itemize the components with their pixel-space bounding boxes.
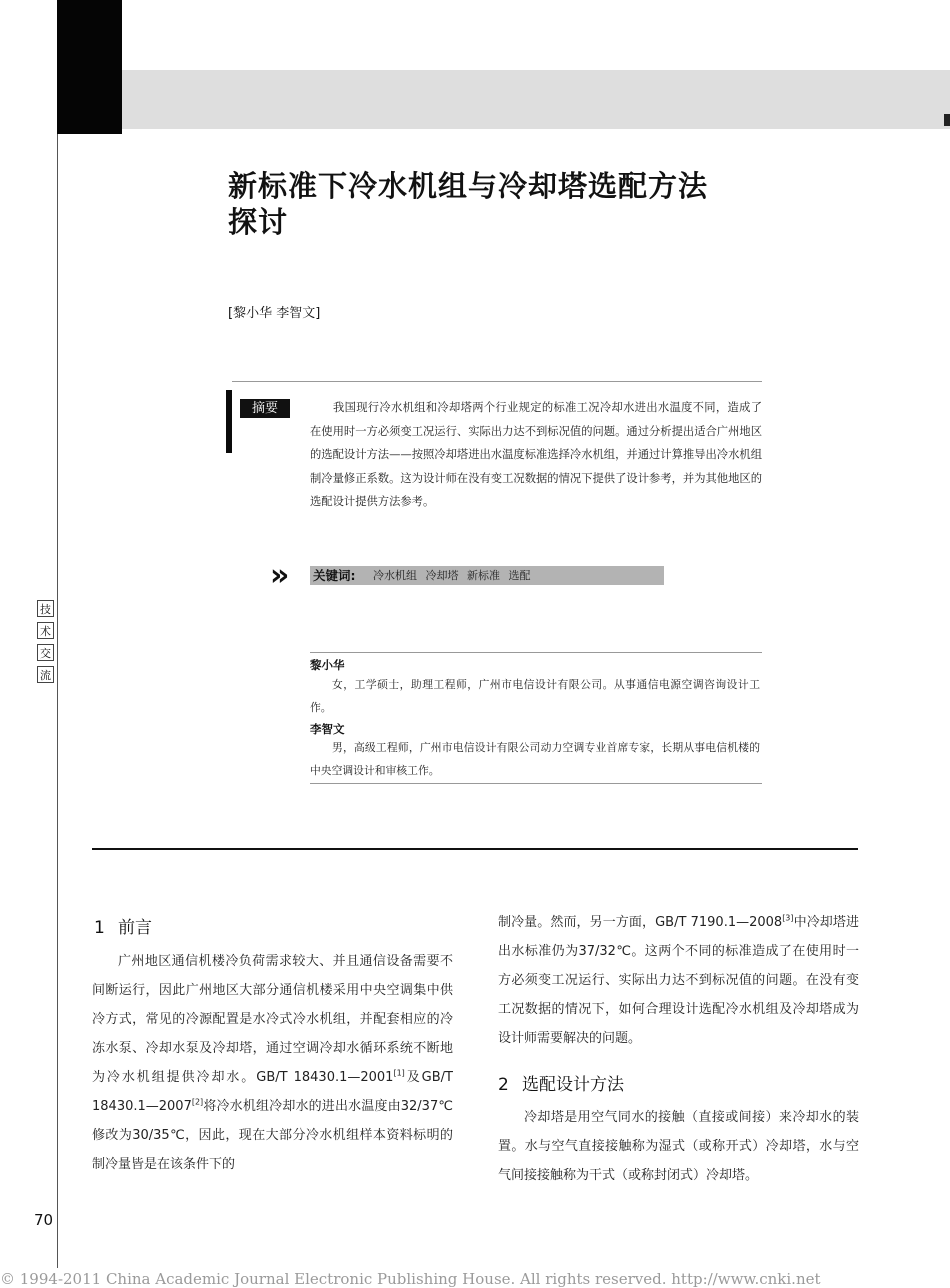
abstract-text: 我国现行冷水机组和冷却塔两个行业规定的标准工况冷却水进出水温度不同，造成了在使用时一方必须变工况运行、实际出力达不到标况值的问题。通过分析提出适合广州地区的选配设计方法——按照冷却塔进出水温度标准选择冷水机组，并通过计算推导出冷水机组制冷量修正系数。这为设计师在没有变工况数据的情况下提供了设计参考，并为其他地区的选配设计提供方法参考。 — [310, 401, 762, 508]
section-2-title: 选配设计方法 — [522, 1075, 624, 1095]
ref-1: [1] — [393, 1068, 405, 1078]
section-2-heading — [498, 1070, 624, 1095]
bio-text-2: 男，高级工程师，广州市电信设计有限公司动力空调专业首席专家，长期从事电信机楼的中央空调设计和审核工作。 — [310, 741, 760, 777]
keywords-chevron-icon: » — [270, 558, 290, 593]
col2-body — [498, 908, 859, 1053]
ref-2: [2] — [191, 1097, 204, 1107]
section-1-heading — [94, 913, 152, 938]
header-black-block — [57, 0, 122, 134]
left-margin-line — [57, 134, 58, 1268]
section-1-title: 前言 — [118, 918, 152, 938]
page-number: 70 — [34, 1211, 54, 1229]
section-2-body — [498, 1103, 859, 1190]
ref-3: [3] — [782, 913, 794, 923]
abstract-top-rule — [232, 381, 762, 382]
title-line-1: 新标准下冷水机组与冷却塔选配方法 — [228, 169, 709, 203]
title-line-2: 探讨 — [228, 205, 289, 239]
side-tab-char-3: 交 — [37, 644, 54, 661]
col2-paragraph: 制冷量。然而，另一方面，GB/T 7190.1—2008[3]中冷却塔进出水标准仍为37/32℃。这两个不同的标准造成了在使用时一方必须变工况运行、实际出力达不到标况值的问题。在没有变工况数据的情况下，如何合理设计选配冷水机组及冷却塔成为设计师需要解决的问题。 — [498, 913, 859, 1046]
keywords-text: 冷水机组 冷却塔 新标准 选配 — [373, 569, 531, 582]
section-2-paragraph: 冷却塔是用空气同水的接触（直接或间接）来冷却水的装置。水与空气直接接触称为湿式（或称开式）冷却塔，水与空气间接接触称为干式（或称封闭式）冷却塔。 — [498, 1110, 859, 1183]
abstract-label: 摘要 — [240, 399, 290, 418]
copyright-footer: © 1994-2011 China Academic Journal Electronic Publishing House. All rights reserved. http://www.cnki.net — [0, 1270, 821, 1288]
section-1-paragraph: 广州地区通信机楼冷负荷需求较大、并且通信设备需要不间断运行，因此广州地区大部分通信机楼采用中央空调集中供冷方式，常见的冷源配置是水冷式冷水机组，并配套相应的冷冻水泵、冷却水泵及冷却塔，通过空调冷却水循环系统不断地为冷水机组提供冷却水。GB/T 18430.1—2001[1]及GB/T 18430.1—2007[2]将冷水机组冷却水的进出水温度由32/37℃修改为30/35℃，因此，现在大部分冷水机组样本资料标明的制冷量皆是在该条件下的 — [92, 954, 453, 1172]
article-title — [228, 168, 788, 240]
header-gray-band — [122, 70, 950, 129]
section-divider — [92, 848, 858, 850]
bio-name-2: 李智文 — [310, 722, 345, 736]
abstract-side-bar — [226, 390, 232, 453]
bio-name-1: 黎小华 — [310, 658, 345, 672]
section-2-number: 2 — [498, 1075, 509, 1095]
side-tab-char-1: 技 — [37, 600, 54, 617]
bio-bottom-rule — [310, 783, 762, 784]
authors: [黎小华 李智文] — [228, 306, 321, 321]
bio-text-1: 女，工学硕士，助理工程师，广州市电信设计有限公司。从事通信电源空调咨询设计工作。 — [310, 678, 760, 714]
section-1-number: 1 — [94, 918, 105, 938]
keywords-label: 关键词: — [313, 568, 356, 583]
side-tab-char-4: 流 — [37, 666, 54, 683]
bio-top-rule — [310, 652, 762, 653]
header-corner-mark — [944, 114, 950, 126]
side-tab-char-2: 术 — [37, 622, 54, 639]
section-1-body — [92, 947, 453, 1179]
